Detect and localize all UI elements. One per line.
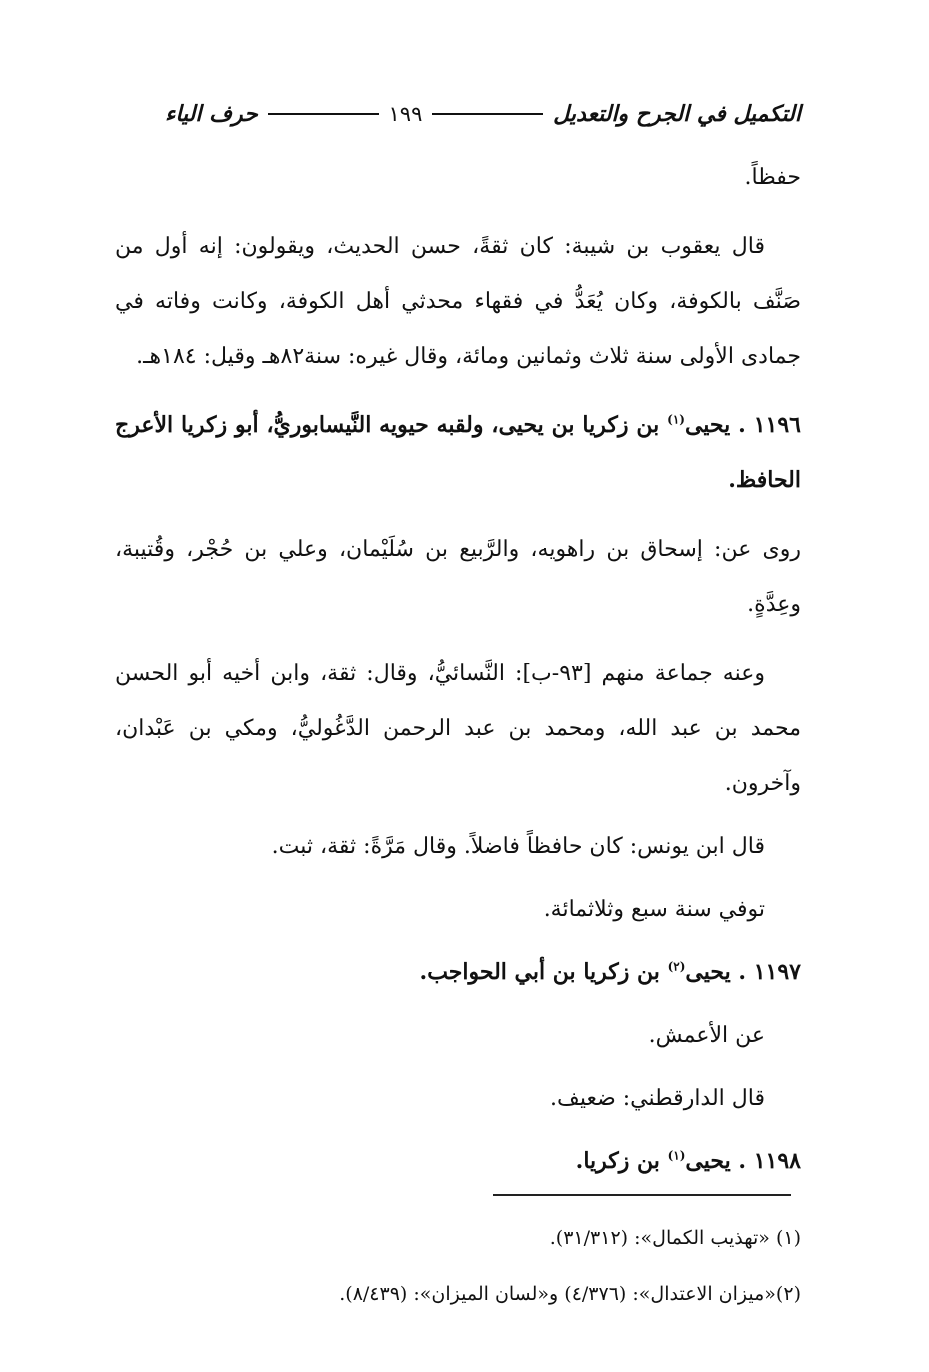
entry-number: ١١٩٧ . xyxy=(738,959,801,985)
paragraph: عن الأعمش. xyxy=(648,1023,765,1048)
page-body xyxy=(115,150,801,1189)
footnote: (٢)«ميزان الاعتدال»: (٤/٣٧٦) و«لسان الميزان»: (٨/٤٣٩). xyxy=(339,1283,801,1305)
entry-text: بن زكريا بن يحيى، ولقبه حيويه النَّيسابوريُّ، أبو زكريا الأعرج الحافظ. xyxy=(115,412,801,493)
entry-number: ١١٩٨ . xyxy=(738,1148,801,1174)
entry-number: ١١٩٦ . xyxy=(738,412,801,438)
paragraph: توفي سنة سبع وثلاثمائة. xyxy=(543,897,765,922)
entry-1196 xyxy=(115,398,801,508)
book-title: التكميل في الجرح والتعديل xyxy=(553,101,801,127)
header-dash xyxy=(432,113,543,115)
footnote: (١) «تهذيب الكمال»: (٣١/٣١٢). xyxy=(549,1227,801,1249)
footnote-separator xyxy=(493,1194,791,1196)
header-dash xyxy=(268,113,379,115)
paragraph: قال ابن يونس: كان حافظاً فاضلاً. وقال مَرَّةً: ثقة، ثبت. xyxy=(271,834,765,859)
entry-text: بن زكريا بن أبي الحواجب. xyxy=(419,959,660,985)
footnote-ref: (٢) xyxy=(667,959,686,974)
entry-1198 xyxy=(115,1134,801,1189)
paragraph: روى عن: إسحاق بن راهويه، والرَّبيع بن سُلَيْمان، وعلي بن حُجْر، وقُتيبة، وعِدَّةٍ. xyxy=(115,537,801,617)
entry-name: يحيى xyxy=(685,1148,731,1174)
footnote-ref: (١) xyxy=(667,412,685,427)
page-header xyxy=(165,96,801,132)
entry-text: بن زكريا. xyxy=(575,1148,660,1174)
footnote-ref: (١) xyxy=(667,1148,686,1163)
paragraph: قال الدارقطني: ضعيف. xyxy=(550,1086,765,1111)
paragraph: وعنه جماعة منهم [٩٣-ب]: النَّسائيُّ، وقال: ثقة، وابن أخيه أبو الحسن محمد بن عبد الله، ومحمد بن عبد الرحمن الدَّغُوليُّ، ومكي بن عَبْدان، وآخرون. xyxy=(115,661,801,796)
section-title: حرف الياء xyxy=(165,101,258,127)
entry-name: يحيى xyxy=(684,412,731,438)
entry-1197 xyxy=(115,945,801,1000)
paragraph: قال يعقوب بن شيبة: كان ثقةً، حسن الحديث، ويقولون: إنه أول من صَنَّف بالكوفة، وكان يُعَدُّ في فقهاء محدثي أهل الكوفة، وكانت وفاته في جمادى الأولى سنة ثلاث وثمانين ومائة، وقال غيره: سنة٨٢هـ وقيل: ١٨٤هـ. xyxy=(115,234,801,369)
paragraph: حفظاً. xyxy=(744,165,801,190)
footnotes xyxy=(115,1210,801,1322)
entry-name: يحيى xyxy=(685,959,731,985)
page-number: ١٩٩ xyxy=(388,102,423,126)
